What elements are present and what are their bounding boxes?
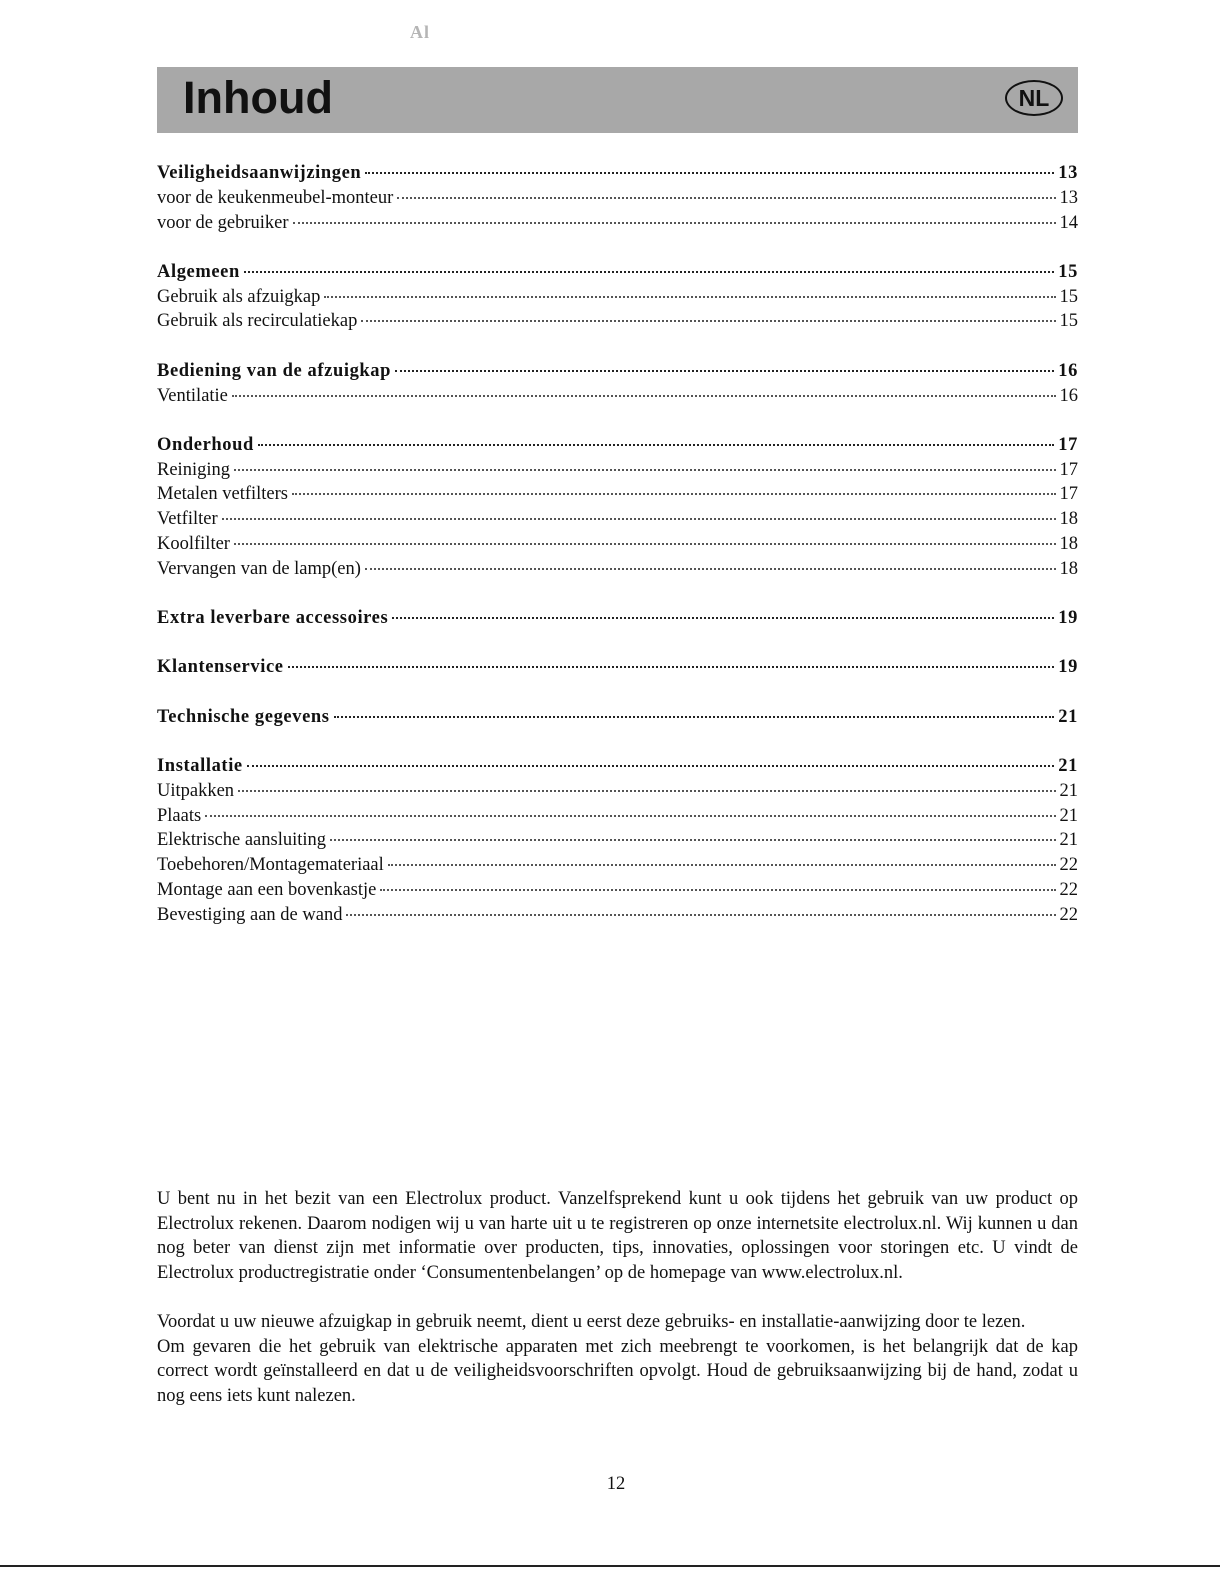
- language-badge: NL: [1005, 80, 1063, 116]
- toc-section[interactable]: [157, 161, 1078, 186]
- dot-leader: [395, 370, 1054, 372]
- toc-item[interactable]: [157, 853, 1078, 878]
- toc-group: [157, 705, 1078, 730]
- toc-section[interactable]: [157, 260, 1078, 285]
- toc-page-number: 13: [1059, 187, 1078, 208]
- toc-page-number: 13: [1058, 163, 1078, 183]
- dot-leader: [238, 790, 1055, 792]
- toc-page-number: 17: [1059, 484, 1078, 505]
- dot-leader: [222, 518, 1056, 520]
- page-title: Inhoud: [183, 72, 333, 123]
- toc-item[interactable]: [157, 878, 1078, 903]
- toc-section[interactable]: [157, 433, 1078, 458]
- dot-leader: [234, 469, 1056, 471]
- toc-item[interactable]: [157, 285, 1078, 310]
- dot-leader: [205, 815, 1055, 817]
- toc-section-title: Algemeen: [157, 261, 240, 282]
- toc-item-label: Gebruik als afzuigkap: [157, 286, 321, 307]
- toc-page-number: 21: [1058, 706, 1078, 727]
- toc-item[interactable]: [157, 384, 1078, 409]
- toc-item[interactable]: [157, 186, 1078, 211]
- toc-section-title: Onderhoud: [157, 434, 254, 455]
- dot-leader: [292, 493, 1056, 495]
- toc-item[interactable]: [157, 903, 1078, 928]
- dot-leader: [397, 197, 1055, 199]
- toc-item-label: Ventilatie: [157, 385, 228, 406]
- toc-page-number: 18: [1059, 509, 1078, 530]
- toc-section-title: Veiligheidsaanwijzingen: [157, 163, 362, 183]
- toc-section[interactable]: [157, 655, 1078, 680]
- toc-section-title: Installatie: [157, 756, 243, 777]
- toc-section-title: Technische gegevens: [157, 706, 330, 727]
- toc-item[interactable]: [157, 779, 1078, 804]
- toc-page-number: 17: [1059, 459, 1078, 480]
- toc-group: [157, 655, 1078, 680]
- toc-page-number: 16: [1059, 385, 1078, 406]
- toc-item-label: Gebruik als recirculatiekap: [157, 311, 358, 332]
- toc-item-label: Koolfilter: [157, 534, 230, 555]
- toc-page-number: 18: [1059, 534, 1078, 555]
- toc-item[interactable]: [157, 211, 1078, 236]
- toc-item[interactable]: [157, 828, 1078, 853]
- top-mark: Al: [410, 22, 430, 42]
- toc-group: [157, 260, 1078, 334]
- toc-item[interactable]: [157, 532, 1078, 557]
- toc-page-number: 17: [1058, 434, 1078, 455]
- toc-item-label: voor de gebruiker: [157, 212, 289, 233]
- intro-paragraph: Voordat u uw nieuwe afzuigkap in gebruik neemt, dient u eerst deze gebruiks- en installatie-aanwijzing door te lezen.: [157, 1311, 1026, 1332]
- toc-page-number: 21: [1059, 805, 1078, 826]
- toc-page-number: 15: [1059, 311, 1078, 332]
- toc-page-number: 21: [1059, 830, 1078, 851]
- intro-text: [157, 1187, 1078, 1408]
- dot-leader: [247, 765, 1055, 767]
- toc-page-number: 15: [1059, 286, 1078, 307]
- dot-leader: [232, 395, 1056, 397]
- dot-leader: [293, 222, 1056, 224]
- toc-item-label: Bevestiging aan de wand: [157, 904, 343, 925]
- toc-item-label: Reiniging: [157, 459, 230, 480]
- table-of-contents: [157, 161, 1078, 952]
- toc-item[interactable]: [157, 482, 1078, 507]
- toc-item-label: Metalen vetfilters: [157, 484, 288, 505]
- dot-leader: [334, 716, 1055, 718]
- toc-section-title: Extra leverbare accessoires: [157, 608, 389, 629]
- toc-item-label: Plaats: [157, 805, 202, 826]
- toc-item-label: Toebehoren/Montagemateriaal: [157, 855, 384, 876]
- dot-leader: [388, 864, 1056, 866]
- dot-leader: [361, 320, 1055, 322]
- dot-leader: [392, 617, 1054, 619]
- toc-page-number: 21: [1058, 756, 1078, 777]
- toc-page-number: 22: [1059, 880, 1078, 901]
- toc-section-title: Bediening van de afzuigkap: [157, 360, 392, 381]
- toc-item[interactable]: [157, 507, 1078, 532]
- dot-leader: [288, 666, 1055, 668]
- toc-section[interactable]: [157, 754, 1078, 779]
- intro-paragraph: U bent nu in het bezit van een Electrolux product. Vanzelfsprekend kunt u ook tijdens het gebruik van uw product op Electrolux rekenen. Daarom nodigen wij u van harte uit u te registreren op onze internetsite electrolux.nl. Wij kunnen u dan nog beter van dienst zijn met informatie over producten, tips, innovaties, oplossingen voor storingen etc. U vindt de Electrolux productregistratie onder ‘Consumentenbelangen’ op de homepage van www.electrolux.nl.: [157, 1189, 1078, 1283]
- page-number: 12: [606, 1474, 626, 1494]
- dot-leader: [234, 543, 1056, 545]
- dot-leader: [324, 296, 1055, 298]
- toc-group: [157, 754, 1078, 928]
- dot-leader: [244, 271, 1054, 273]
- toc-item-label: Elektrische aansluiting: [157, 830, 327, 851]
- toc-page-number: 19: [1058, 608, 1078, 629]
- toc-section[interactable]: [157, 359, 1078, 384]
- toc-item-label: Uitpakken: [157, 780, 235, 801]
- dot-leader: [380, 889, 1055, 891]
- intro-paragraph: Om gevaren die het gebruik van elektrische apparaten met zich meebrengt te voorkomen, is het belangrijk dat de kap correct wordt geïnstalleerd en dat u de veiligheidsvoorschriften opvolgt. Houd de gebruiksaanwijzing bij de hand, zodat u nog eens iets kunt nalezen.: [157, 1336, 1078, 1406]
- dot-leader: [365, 172, 1054, 174]
- toc-item[interactable]: [157, 804, 1078, 829]
- toc-group: [157, 161, 1078, 235]
- toc-page-number: 21: [1059, 780, 1078, 801]
- toc-section[interactable]: [157, 606, 1078, 631]
- toc-page-number: 16: [1058, 360, 1078, 381]
- dot-leader: [330, 839, 1055, 841]
- toc-page-number: 22: [1059, 904, 1078, 925]
- toc-page-number: 19: [1058, 657, 1078, 678]
- toc-item-label: voor de keukenmeubel-monteur: [157, 187, 394, 208]
- section-header: [157, 67, 1078, 133]
- toc-section-title: Klantenservice: [157, 657, 284, 678]
- dot-leader: [258, 444, 1054, 446]
- toc-page-number: 22: [1059, 855, 1078, 876]
- toc-item[interactable]: [157, 458, 1078, 483]
- page-bottom-rule: [0, 1565, 1220, 1567]
- toc-item[interactable]: [157, 309, 1078, 334]
- toc-group: [157, 606, 1078, 631]
- toc-item[interactable]: [157, 557, 1078, 582]
- toc-item-label: Vervangen van de lamp(en): [157, 558, 361, 579]
- toc-item-label: Montage aan een bovenkastje: [157, 880, 377, 901]
- toc-group: [157, 359, 1078, 409]
- toc-page-number: 18: [1059, 558, 1078, 579]
- toc-item-label: Vetfilter: [157, 509, 218, 530]
- dot-leader: [346, 914, 1055, 916]
- toc-section[interactable]: [157, 705, 1078, 730]
- toc-page-number: 15: [1058, 261, 1078, 282]
- dot-leader: [365, 568, 1056, 570]
- toc-page-number: 14: [1059, 212, 1078, 233]
- toc-group: [157, 433, 1078, 582]
